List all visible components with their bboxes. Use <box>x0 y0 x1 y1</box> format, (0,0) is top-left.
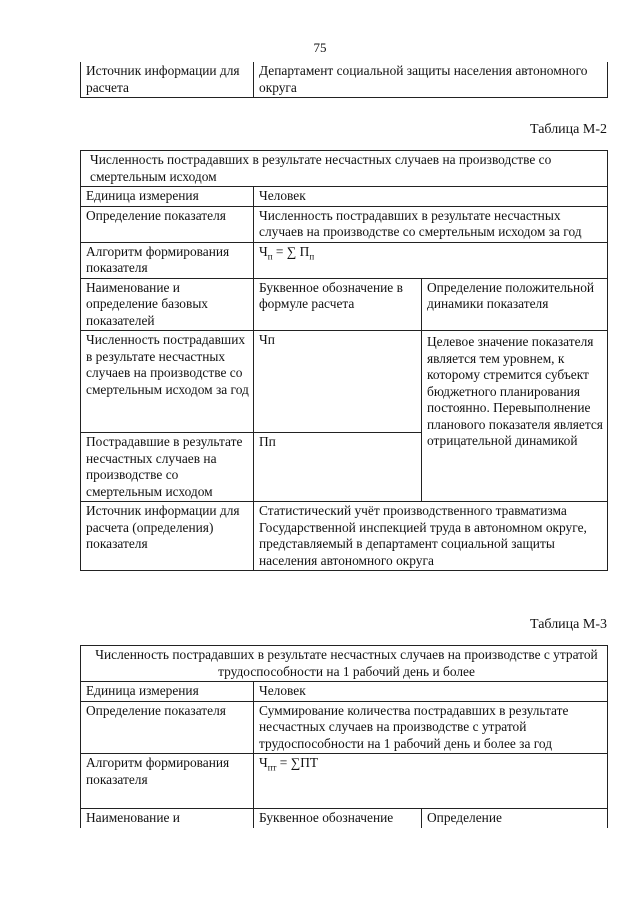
m2-symbol-header: Буквенное обозначение в формуле расчета <box>254 278 422 331</box>
table-m3-title: Численность пострадавших в результате несчастных случаев на производстве с утратой трудоспособности на 1 рабочий день и более <box>81 646 608 682</box>
m2-unit-label: Единица измерения <box>81 187 254 207</box>
m2-unit-value: Человек <box>254 187 608 207</box>
page-number: 75 <box>313 40 327 55</box>
prev-source-label: Источник информации для расчета <box>81 62 254 98</box>
prev-source-value: Департамент социальной защиты населения автономного округа <box>254 62 608 98</box>
prev-table-tail <box>80 62 608 98</box>
m3-symbol-header: Буквенное обозначение <box>254 809 422 828</box>
m2-base-header: Наименование и определение базовых показателей <box>81 278 254 331</box>
m3-algorithm-label: Алгоритм формирования показателя <box>81 754 254 809</box>
m2-definition-label: Определение показателя <box>81 206 254 242</box>
m3-algorithm-formula: $Ч_{пт} = \sum ПТ$ <box>254 754 608 809</box>
m2-row2-symbol: Пп <box>254 433 422 502</box>
table-m2-caption: Таблица М-2 <box>530 122 607 137</box>
m3-unit-value: Человек <box>254 682 608 702</box>
m3-unit-label: Единица измерения <box>81 682 254 702</box>
m3-definition-value: Суммирование количества пострадавших в результате несчастных случаев на производстве с утратой трудоспособности на 1 рабочий день и более за год <box>254 701 608 754</box>
m2-source-value: Статистический учёт производственного травматизма Государственной инспекцией труда в автономном округе, представляемый в департамент социальной защиты населения автономного округа <box>254 502 608 571</box>
m2-dynamics-header: Определение положительной динамики показателя <box>422 278 608 331</box>
m2-definition-value: Численность пострадавших в результате несчастных случаев на производстве со смертельным исходом за год <box>254 206 608 242</box>
m2-row1-symbol: Чп <box>254 331 422 433</box>
m2-algorithm-label: Алгоритм формирования показателя <box>81 242 254 278</box>
m2-dynamics-text: Целевое значение показателя является тем уровнем, к которому стремится субъект бюджетного планирования постоянно. Перевыполнение планового показателя является отрицательной динамикой <box>422 331 608 502</box>
table-m2-title: Численность пострадавших в результате несчастных случаев на производстве со смертельным исходом <box>81 151 608 187</box>
table-m3-caption: Таблица М-3 <box>530 617 607 632</box>
table-m2 <box>80 150 608 571</box>
m2-row1-name: Численность пострадавших в результате несчастных случаев на производстве со смертельным исходом за год <box>81 331 254 433</box>
m2-row2-name: Пострадавшие в результате несчастных случаев на производстве со смертельным исходом <box>81 433 254 502</box>
table-m3 <box>80 645 608 828</box>
m2-source-label: Источник информации для расчета (определения) показателя <box>81 502 254 571</box>
m3-base-header: Наименование и <box>81 809 254 828</box>
m3-dynamics-header: Определение <box>422 809 608 828</box>
m2-algorithm-formula: $Ч_п$ = ∑ $П_п$ <box>254 242 608 278</box>
m3-definition-label: Определение показателя <box>81 701 254 754</box>
